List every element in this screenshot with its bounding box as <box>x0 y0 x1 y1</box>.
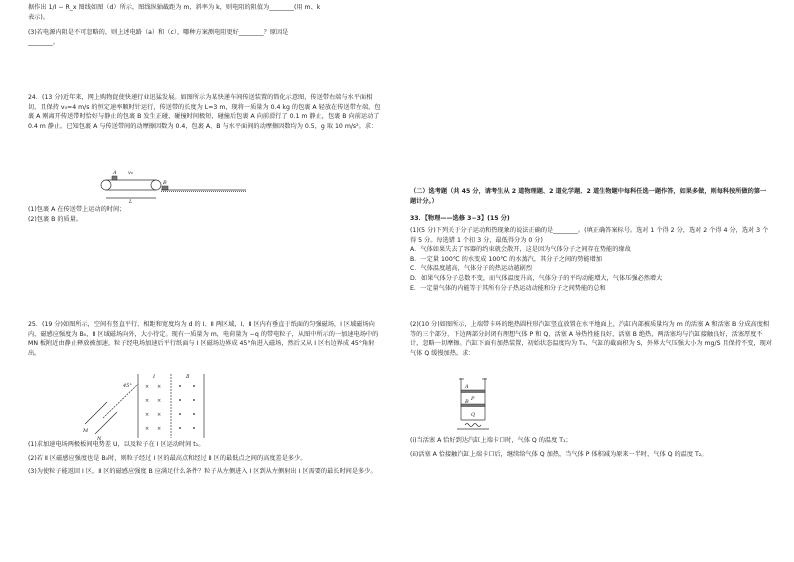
label-gas-p: P <box>471 396 475 402</box>
q25-q2: (2)若 Ⅱ 区磁感应强度也是 B₀时，则粒子经过 Ⅰ 区的最高点和经过 Ⅱ 区的最低点之间的高度差是多少。 <box>28 454 307 462</box>
q23-line1: 据作出 1/I − R_x 图线如图（d）所示，图线纵轴截距为 m，斜率为 k，则电阻的阻值为________(用 m、k <box>28 4 321 11</box>
label-zone1: Ⅰ <box>153 374 155 380</box>
package-a-shape <box>112 176 117 180</box>
field-out-dot <box>193 427 195 429</box>
heater-coil <box>465 424 481 427</box>
left-column <box>28 0 383 562</box>
q23-line2: 表示)。 <box>28 13 49 21</box>
q33-option-b: B．一定量 100℃ 的水变成 100℃ 的水蒸汽，其分子之间的势能增加 <box>410 255 602 263</box>
q33-option-e: E．一定量气体的内能等于其所有分子热运动动能和分子之间势能的总和 <box>410 284 606 292</box>
q33-option-a: A．气体如果失去了容器的约束就会散开，这是因为气体分子之间存在势能的缘故 <box>410 246 631 254</box>
q33-option-d: D．如果气体分子总数不变，而气体温度升高，气体分子的平均动能增大，气体压强必然增大 <box>410 275 663 283</box>
q33-sub-i: (i)当活塞 A 恰好到达汽缸上端卡口时，气体 Q 的温度 T₁； <box>410 437 572 444</box>
field-in-mark: × <box>145 426 150 432</box>
piston-a <box>461 390 485 393</box>
field-in-mark: × <box>145 384 150 390</box>
label-v0: v₀ <box>128 170 133 176</box>
question-23-tail <box>28 3 383 47</box>
q33-title: 33．【物理——选修 3−3】(15 分) <box>410 215 510 222</box>
field-in-mark: × <box>157 384 162 390</box>
conveyor-figure <box>98 170 248 205</box>
field-out-dot <box>193 413 195 415</box>
field-in-mark: × <box>157 398 162 404</box>
label-angle: 45° <box>123 383 132 389</box>
particle-path <box>103 384 138 418</box>
conveyor-right-roller <box>151 180 161 190</box>
q25-stem: 25．(19 分)如图所示，空间有竖直平行、相距和宽度均为 d 的 Ⅰ、Ⅱ 两区域，Ⅰ、Ⅱ 区内有垂直于纸面的匀强磁场，Ⅰ 区域磁场向内，磁感应强度为 B₀，Ⅱ 区域磁场向外，大小待定。现有一质量为 m，电荷量为 −q 的带电粒子，从图中所示的一加速电场中的 MN 板附近由静止释放被加速，粒子经电场加速后平行纸面与 Ⅰ 区磁场边界成 45°角进入磁场，然后又从 Ⅰ 区右边界成 45°角射出。 <box>28 321 379 357</box>
field-in-mark: × <box>157 412 162 418</box>
question-24 <box>28 93 383 131</box>
question-25 <box>28 320 383 358</box>
q23-part3-end: ________。 <box>28 38 59 46</box>
conveyor-left-roller <box>101 180 111 190</box>
field-out-dot <box>193 385 195 387</box>
q25-subquestions <box>28 440 383 477</box>
label-zone2: Ⅱ <box>186 374 190 380</box>
q33-part1-stem: (1)(5 分)下列关于分子运动和热现象的说法正确的是________。(填正确答案标号。选对 1 个得 2 分，选对 2 个得 4 分，选对 3 个得 5 分。每选错 1 个扣 3 分，最低得分为 0 分) <box>410 227 769 244</box>
q23-part3: (3)若电源内阻是不可忽略的，则上述电路（a）和（c），哪种方案测电阻更好________？原因是 <box>28 29 289 37</box>
q25-q1: (1)求加速电场两极板间电势差 U，以及粒子在 Ⅰ 区运动时间 t₁。 <box>28 441 205 448</box>
q33-part2-stem: (2)(10 分)如图所示，上端带卡环的绝热圆柱形汽缸竖直放置在水平地面上，汽缸内部被质量均为 m 的活塞 A 和活塞 B 分成高度相等的三个部分，下边两部分封闭有理想气体 P 和 Q，活塞 A 导热性能良好，活塞 B 绝热，两活塞均与汽缸接触良好，活塞厚度不计，忽略一切摩擦。汽缸下面有加热装置，初始状态温度均为 T₀，气缸的截面积为 S，外界大气压强大小为 mg/S 且保持不变，现对气体 Q 缓慢加热。求： <box>410 321 772 357</box>
q25-q3: (3)为使粒子能返回 Ⅰ 区，Ⅱ 区的磁感应强度 B 应满足什么条件？粒子从左侧进入 Ⅰ 区到从左侧射出 Ⅰ 区需要的最长时间是多少。 <box>28 468 377 476</box>
q33-option-c: C．气体温度越高，气体分子的热运动越剧烈 <box>410 265 532 273</box>
q24-q1: (1)包裹 A 在传送带上运动的时间； <box>28 206 126 213</box>
label-m: M <box>83 428 89 434</box>
cylinder-figure <box>455 376 495 432</box>
q24-stem: 24．(13 分)近年来，网上购物促使快递行业迅猛发展。如图所示为某快递车间传送装置的简化示意图，传送带右端与水平面相切，且保持 v₀=4 m/s 的恒定速率顺时针运行，传送带的长度为 L=3 m，现将一质量为 0.4 kg 的包裹 A 轻放在传送带左端，包裹 A 刚离开传送带时恰好与静止的包裹 B 发生正碰，碰撞时间极短，碰撞后包裹 A 向前滑行了 0.1 m 静止，包裹 B 向前运动了 0.4 m 静止。已知包裹 A 与传送带间的动摩擦因数为 0.4，包裹 A、B 与水平面间的动摩擦因数均为 0.5，g 取 10 m/s²。求： <box>28 94 381 130</box>
field-out-dot <box>193 399 195 401</box>
q24-q2: (2)包裹 B 的质量。 <box>28 215 83 223</box>
elective-section-header: （二）选考题（共 45 分，请考生从 2 道物理题、2 道化学题、2 道生物题中每科任选一题作答，如果多做，则每科按所做的第一题计分。） <box>410 188 767 205</box>
field-out-dot <box>179 385 181 387</box>
field-out-dot <box>179 413 181 415</box>
label-b: B <box>163 180 167 186</box>
package-b-shape <box>162 186 168 190</box>
label-piston-b: B <box>465 399 469 405</box>
label-piston-a: A <box>465 384 469 390</box>
q33-part2 <box>410 320 772 358</box>
field-in-mark: × <box>157 426 162 432</box>
label-a: A <box>113 170 117 176</box>
label-n: N <box>97 436 102 442</box>
right-column <box>410 0 772 562</box>
field-in-mark: × <box>145 412 150 418</box>
label-l: L <box>129 199 133 205</box>
q33-subquestions <box>410 436 772 459</box>
field-in-mark: × <box>145 398 150 404</box>
plate-m <box>85 402 107 424</box>
label-gas-q: Q <box>471 412 476 418</box>
field-out-dot <box>179 427 181 429</box>
q33-part1 <box>410 226 772 293</box>
magnetic-field-figure <box>83 372 218 440</box>
field-out-dot <box>179 399 181 401</box>
q33-sub-ii: (ii)活塞 A 恰接触汽缸上端卡口后，继续给气体 Q 加热，当气体 P 体积减为原来一半时，气体 Q 的温度 T₂。 <box>410 450 708 458</box>
q24-subquestions <box>28 205 383 224</box>
